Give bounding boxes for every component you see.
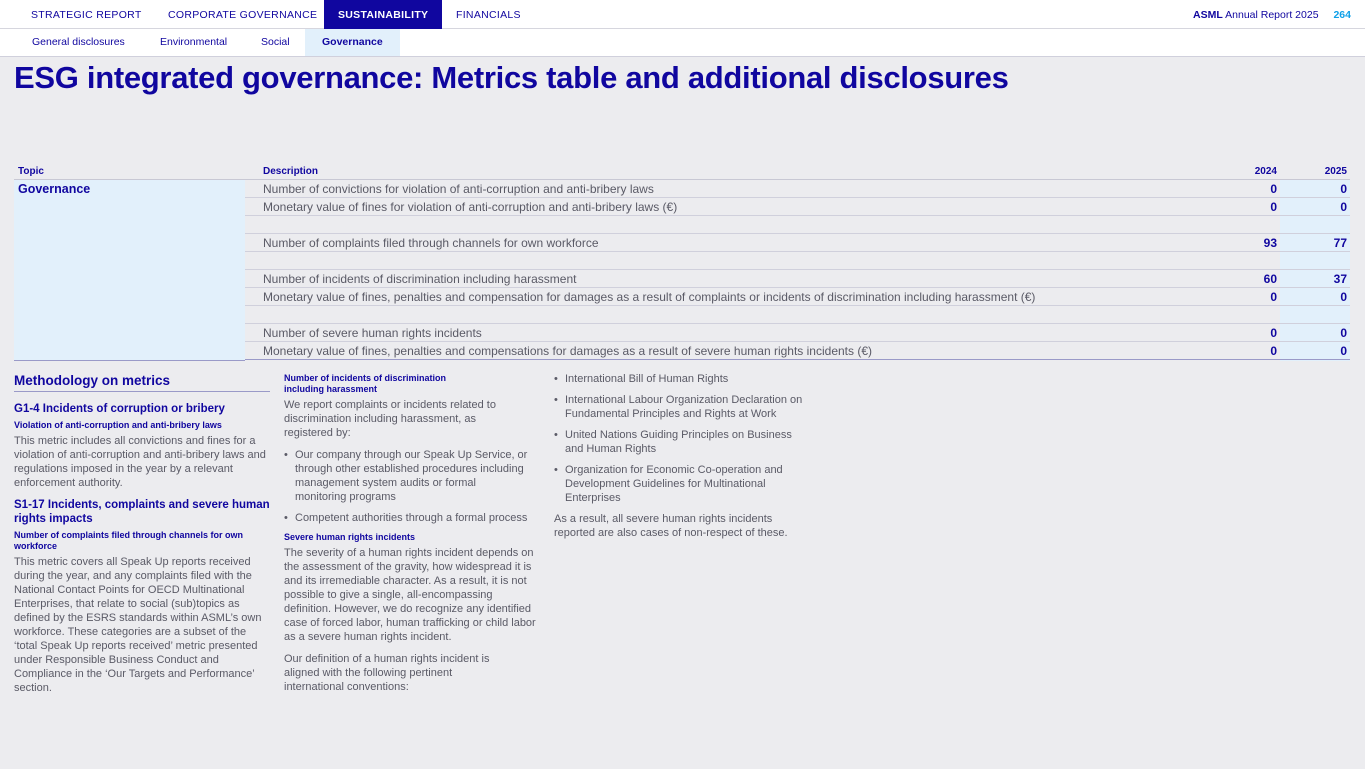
tab-financials[interactable]: FINANCIALS — [456, 9, 521, 21]
discrimination-bullet: • Our company through our Speak Up Service, or through other established procedures including management system audits or formal monitoring programs — [284, 448, 529, 504]
report-brand — [1193, 0, 1351, 30]
row-value-2024: 93 — [1263, 236, 1277, 250]
row-description: Monetary value of fines for violation of anti-corruption and anti-bribery laws (€) — [263, 200, 678, 214]
severe-text: The severity of a human rights incident depends on the assessment of the gravity, how widespread it is and its irremediable character. As a result, it is not possible to give a single, all-encompassing definition. However, we do recognize any identified case of forced labor, human trafficking or child labor as a severe human rights incident. — [284, 547, 536, 643]
topic-label: Governance — [18, 182, 91, 196]
subtab-environmental[interactable]: Environmental — [160, 36, 228, 48]
g1-text: This metric includes all convictions and fines for a violation of anti-corruption and anti-bribery laws and regulations imposed in the year by a relevant enforcement authority. — [14, 435, 266, 489]
header-description: Description — [263, 166, 319, 177]
row-description: Number of convictions for violation of anti-corruption and anti-bribery laws — [263, 182, 654, 196]
table-row-spacer — [245, 216, 1350, 234]
subtab-governance[interactable]: Governance — [305, 29, 400, 56]
row-value-2025: 0 — [1340, 344, 1347, 358]
table-row — [245, 270, 1350, 288]
methodology-column-1 — [14, 374, 270, 703]
subtab-social[interactable]: Social — [261, 36, 290, 48]
row-value-2024: 60 — [1263, 272, 1277, 286]
g1-subheading: Violation of anti-corruption and anti-bribery laws — [14, 420, 222, 430]
s1-text: This metric covers all Speak Up reports received during the year, and any complaints filed with the National Contact Points for OECD Multinational Enterprises, that relate to social (sub)topics as defined by the ESRS standards within ASML’s own workforce. These categories are a subset of the ‘total Speak Up reports received’ metric presented under Responsible Business Conduct and Compliance in the ‘Our Targets and Performance’ section. — [14, 556, 262, 694]
tab-sustainability[interactable]: SUSTAINABILITY — [324, 0, 442, 29]
discrimination-text: We report complaints or incidents related to discrimination including harassment, as registered by: — [284, 399, 496, 439]
subtab-general-disclosures[interactable]: General disclosures — [32, 36, 125, 48]
convention-bullet: • International Bill of Human Rights — [554, 372, 809, 386]
row-value-2025: 0 — [1340, 200, 1347, 214]
s1-heading: S1-17 Incidents, complaints and severe human rights impacts — [14, 499, 270, 525]
row-value-2025: 0 — [1340, 182, 1347, 196]
g1-heading: G1-4 Incidents of corruption or bribery — [14, 403, 225, 415]
row-value-2024: 0 — [1270, 344, 1277, 358]
row-value-2025: 37 — [1333, 272, 1347, 286]
brand-name: ASML — [1193, 9, 1223, 21]
page-title: ESG integrated governance: Metrics table and additional disclosures — [14, 60, 1009, 95]
table-row — [245, 324, 1350, 342]
row-description: Number of complaints filed through channels for own workforce — [263, 236, 599, 250]
methodology-column-2 — [284, 373, 542, 702]
severe-subheading: Severe human rights incidents — [284, 532, 416, 542]
brand-text: Annual Report 2025 — [1225, 9, 1319, 21]
convention-bullet: • United Nations Guiding Principles on Business and Human Rights — [554, 428, 804, 456]
convention-bullet: • International Labour Organization Declaration on Fundamental Principles and Rights at Work — [554, 393, 809, 421]
methodology-title: Methodology on metrics — [14, 374, 270, 392]
row-value-2024: 0 — [1270, 200, 1277, 214]
row-value-2025: 0 — [1340, 326, 1347, 340]
row-value-2024: 0 — [1270, 326, 1277, 340]
tab-strategic-report[interactable]: STRATEGIC REPORT — [31, 9, 142, 21]
row-value-2025: 77 — [1333, 236, 1347, 250]
header-2024: 2024 — [1254, 166, 1277, 177]
conclusion-text: As a result, all severe human rights incidents reported are also cases of non-respect of these. — [554, 513, 788, 539]
row-description: Monetary value of fines, penalties and compensation for damages as a result of complaints or incidents of discrimination including harassment (€) — [263, 290, 1036, 304]
convention-bullet: • Organization for Economic Co-operation and Development Guidelines for Multinational Enterprises — [554, 463, 784, 505]
row-value-2024: 0 — [1270, 182, 1277, 196]
header-2025: 2025 — [1324, 166, 1347, 177]
row-value-2024: 0 — [1270, 290, 1277, 304]
top-navigation — [0, 0, 1365, 29]
topic-cell — [14, 180, 245, 361]
row-description: Monetary value of fines, penalties and compensations for damages as a result of severe human rights incidents (€) — [263, 344, 872, 358]
page-number: 264 — [1333, 9, 1351, 21]
table-row-spacer — [245, 252, 1350, 270]
definition-text: Our definition of a human rights incident is aligned with the following pertinent international conventions: — [284, 653, 490, 693]
header-topic: Topic — [18, 166, 44, 177]
table-row — [245, 234, 1350, 252]
sub-navigation — [0, 29, 1365, 57]
metrics-table — [14, 163, 1350, 358]
table-row — [245, 198, 1350, 216]
table-row — [245, 342, 1350, 360]
table-rows — [245, 180, 1350, 360]
discrimination-subheading: Number of incidents of discrimination including harassment — [284, 373, 447, 394]
row-description: Number of severe human rights incidents — [263, 326, 482, 340]
row-description: Number of incidents of discrimination including harassment — [263, 272, 577, 286]
methodology-column-3 — [554, 372, 809, 548]
table-row-spacer — [245, 306, 1350, 324]
discrimination-bullet: • Competent authorities through a formal process — [284, 511, 542, 525]
s1-subheading: Number of complaints filed through channels for own workforce — [14, 530, 244, 551]
row-value-2025: 0 — [1340, 290, 1347, 304]
table-header — [14, 163, 1350, 180]
table-row — [245, 288, 1350, 306]
table-row — [245, 180, 1350, 198]
tab-corporate-governance[interactable]: CORPORATE GOVERNANCE — [168, 9, 318, 21]
